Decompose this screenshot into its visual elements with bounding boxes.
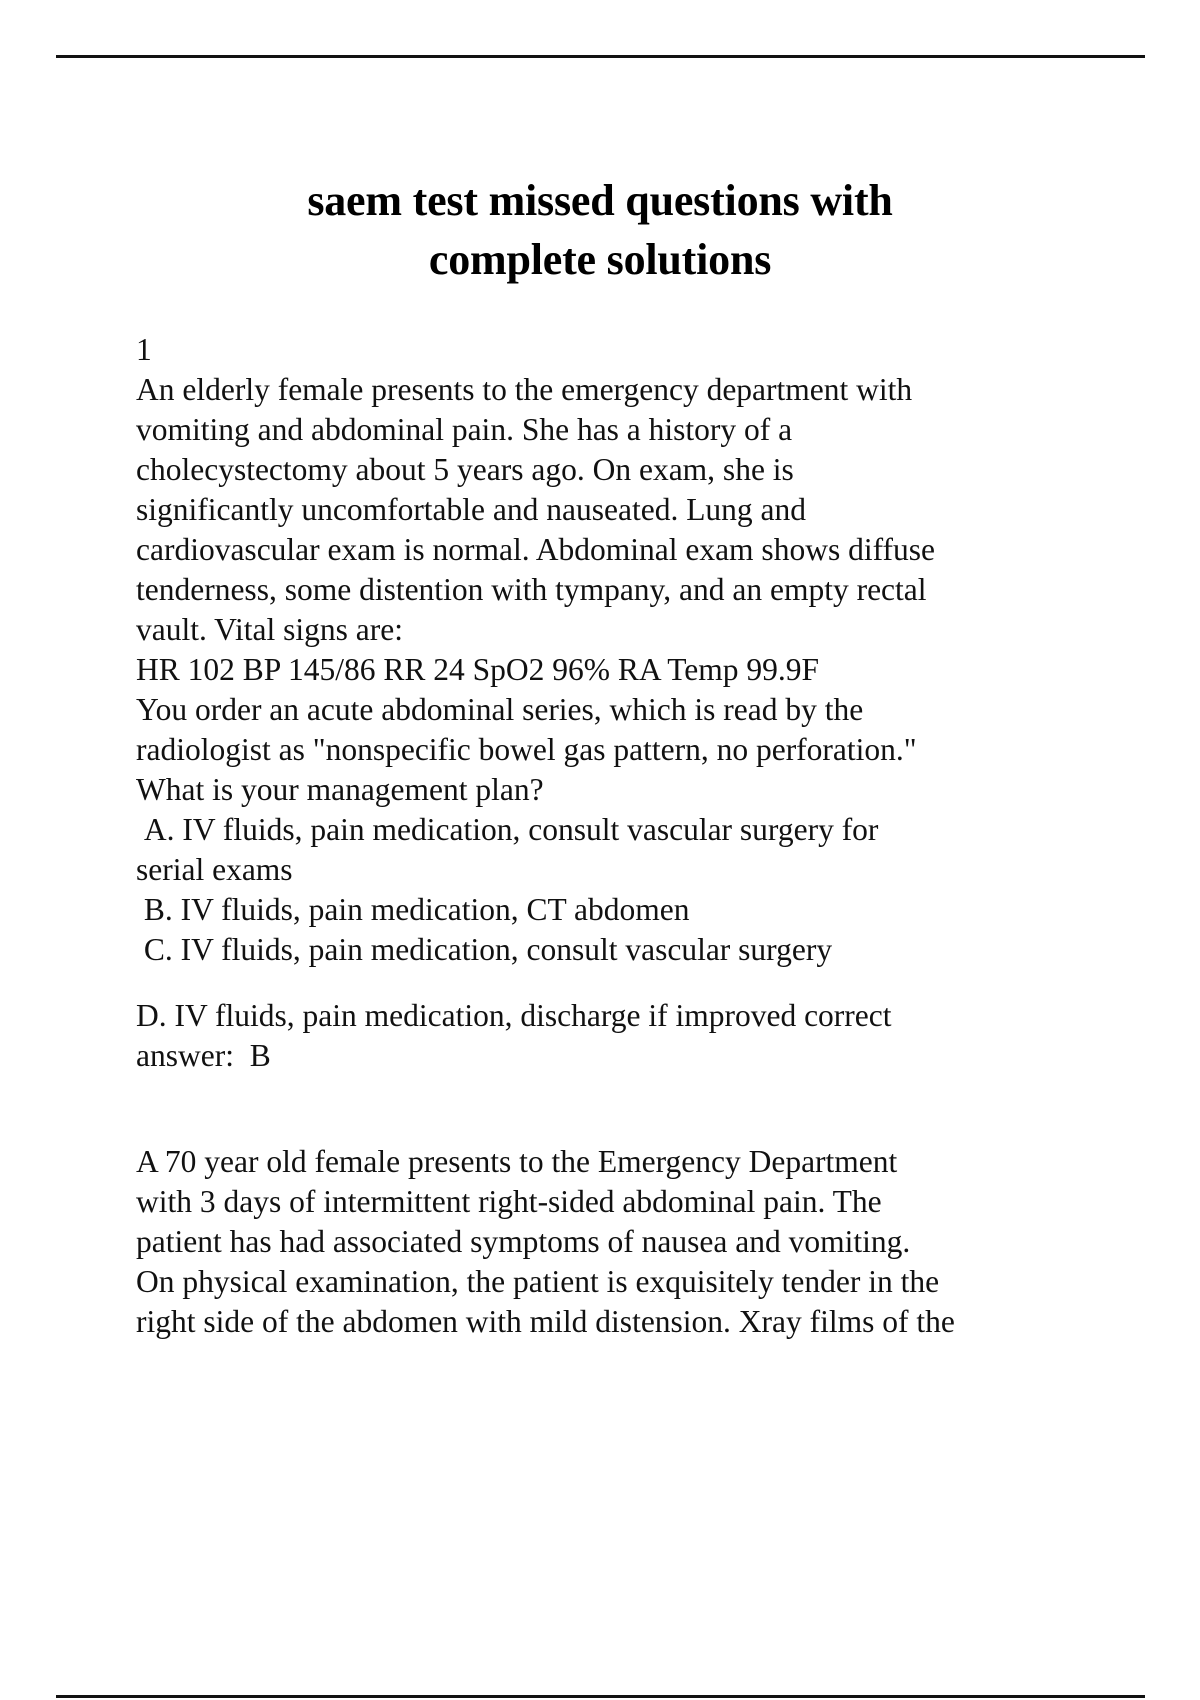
option-a-continued: serial exams	[136, 852, 293, 887]
stem-line: significantly uncomfortable and nauseated. Lung and	[136, 492, 807, 527]
correct-answer-line: answer: B	[136, 1038, 271, 1073]
stem-line: vomiting and abdominal pain. She has a history of a	[136, 412, 793, 447]
option-b: B. IV fluids, pain medication, CT abdomen	[136, 892, 690, 927]
prompt-line: radiologist as "nonspecific bowel gas pattern, no perforation."	[136, 732, 917, 767]
spacer	[136, 970, 1066, 996]
next-question-line: patient has had associated symptoms of nausea and vomiting.	[136, 1224, 911, 1259]
next-question-line: A 70 year old female presents to the Emergency Department	[136, 1144, 898, 1179]
vital-signs-line: HR 102 BP 145/86 RR 24 SpO2 96% RA Temp 99.9F	[136, 652, 820, 687]
prompt-line: You order an acute abdominal series, which is read by the	[136, 692, 864, 727]
footer-rule	[56, 1695, 1145, 1698]
stem-line: vault. Vital signs are:	[136, 612, 403, 647]
stem-line: cardiovascular exam is normal. Abdominal exam shows diffuse	[136, 532, 935, 567]
next-question-line: with 3 days of intermittent right-sided abdominal pain. The	[136, 1184, 882, 1219]
spacer	[136, 1076, 1066, 1116]
next-question-line: On physical examination, the patient is exquisitely tender in the	[136, 1264, 940, 1299]
page-title	[140, 172, 1060, 290]
stem-line: An elderly female presents to the emergency department with	[136, 372, 913, 407]
next-question-line: right side of the abdomen with mild distension. Xray films of the	[136, 1304, 955, 1339]
spacer	[136, 1116, 1066, 1142]
question-number: 1	[136, 332, 152, 367]
option-a: A. IV fluids, pain medication, consult vascular surgery for	[136, 812, 879, 847]
page-title-line-1: saem test missed questions with	[307, 176, 893, 225]
option-c: C. IV fluids, pain medication, consult vascular surgery	[136, 932, 833, 967]
header-rule	[56, 55, 1145, 58]
page-title-line-2: complete solutions	[428, 234, 772, 284]
stem-line: tenderness, some distention with tympany, and an empty rectal	[136, 572, 927, 607]
stem-line: cholecystectomy about 5 years ago. On exam, she is	[136, 452, 794, 487]
prompt-line: What is your management plan?	[136, 772, 544, 807]
document-body	[136, 330, 1066, 1342]
option-d-and-answer: D. IV fluids, pain medication, discharge if improved correct	[136, 998, 892, 1033]
